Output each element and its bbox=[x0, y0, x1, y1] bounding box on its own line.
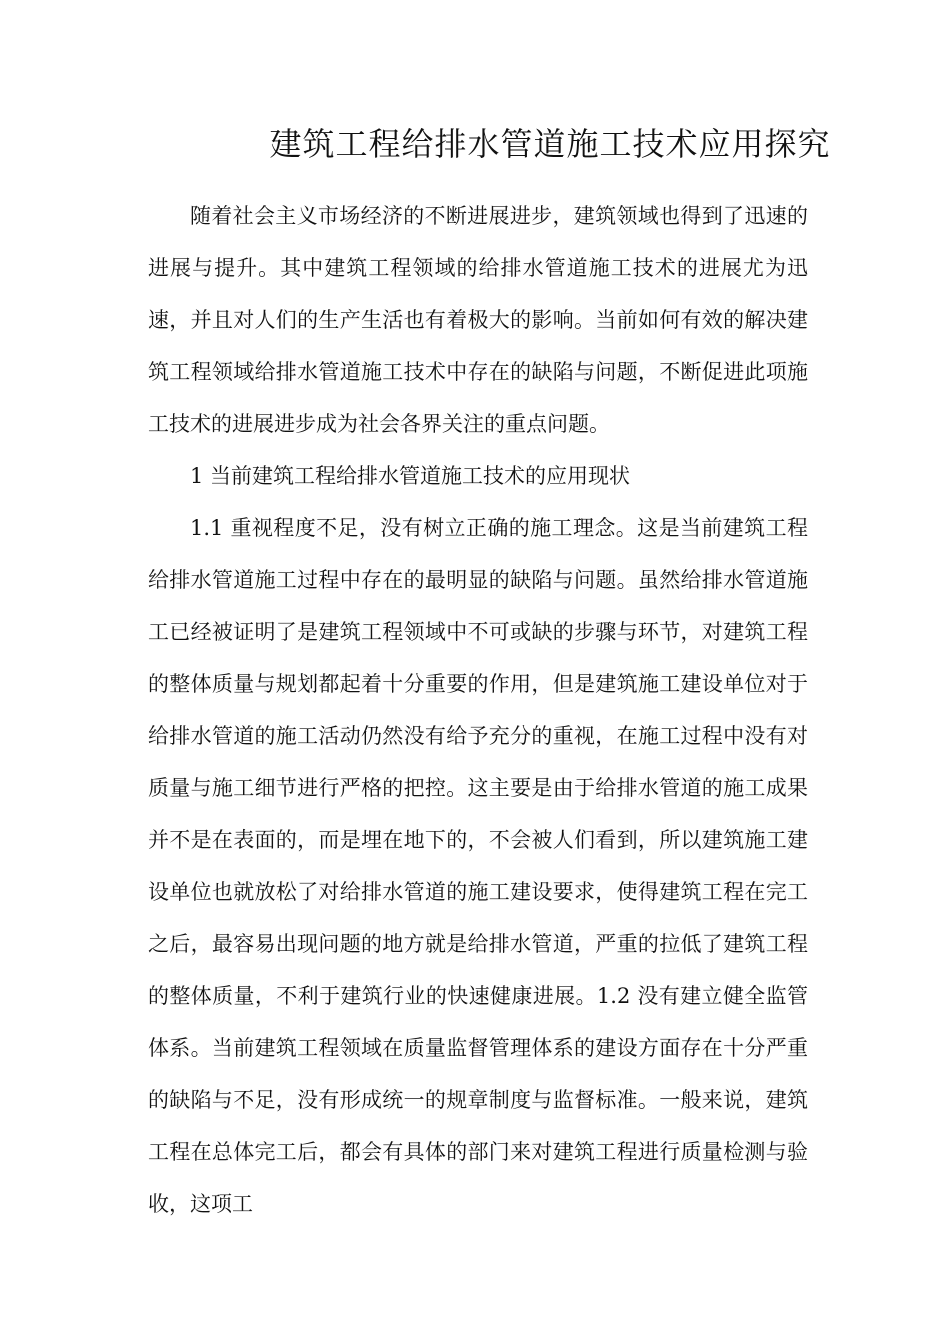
section-heading-1: 1 当前建筑工程给排水管道施工技术的应用现状 bbox=[190, 464, 631, 488]
document-body bbox=[148, 190, 808, 1230]
paragraph-intro: 随着社会主义市场经济的不断进展进步，建筑领域也得到了迅速的进展与提升。其中建筑工程领域的给排水管道施工技术的进展尤为迅速，并且对人们的生产生活也有着极大的影响。当前如何有效的解决建筑工程领域给排水管道施工技术中存在的缺陷与问题，不断促进此项施工技术的进展进步成为社会各界关注的重点问题。 bbox=[148, 204, 808, 436]
paragraph-section-1-1: 1.1 重视程度不足，没有树立正确的施工理念。这是当前建筑工程给排水管道施工过程中存在的最明显的缺陷与问题。虽然给排水管道施工已经被证明了是建筑工程领域中不可或缺的步骤与环节，对建筑工程的整体质量与规划都起着十分重要的作用，但是建筑施工建设单位对于给排水管道的施工活动仍然没有给予充分的重视，在施工过程中没有对质量与施工细节进行严格的把控。这主要是由于给排水管道的施工成果并不是在表面的，而是埋在地下的，不会被人们看到，所以建筑施工建设单位也就放松了对给排水管道的施工建设要求，使得建筑工程在完工之后，最容易出现问题的地方就是给排水管道，严重的拉低了建筑工程的整体质量，不利于建筑行业的快速健康进展。1.2 没有建立健全监管体系。当前建筑工程领域在质量监督管理体系的建设方面存在十分严重的缺陷与不足，没有形成统一的规章制度与监督标准。一般来说，建筑工程在总体完工后，都会有具体的部门来对建筑工程进行质量检测与验收，这项工 bbox=[148, 516, 808, 1216]
document-title: 建筑工程给排水管道施工技术应用探究 bbox=[269, 125, 831, 163]
